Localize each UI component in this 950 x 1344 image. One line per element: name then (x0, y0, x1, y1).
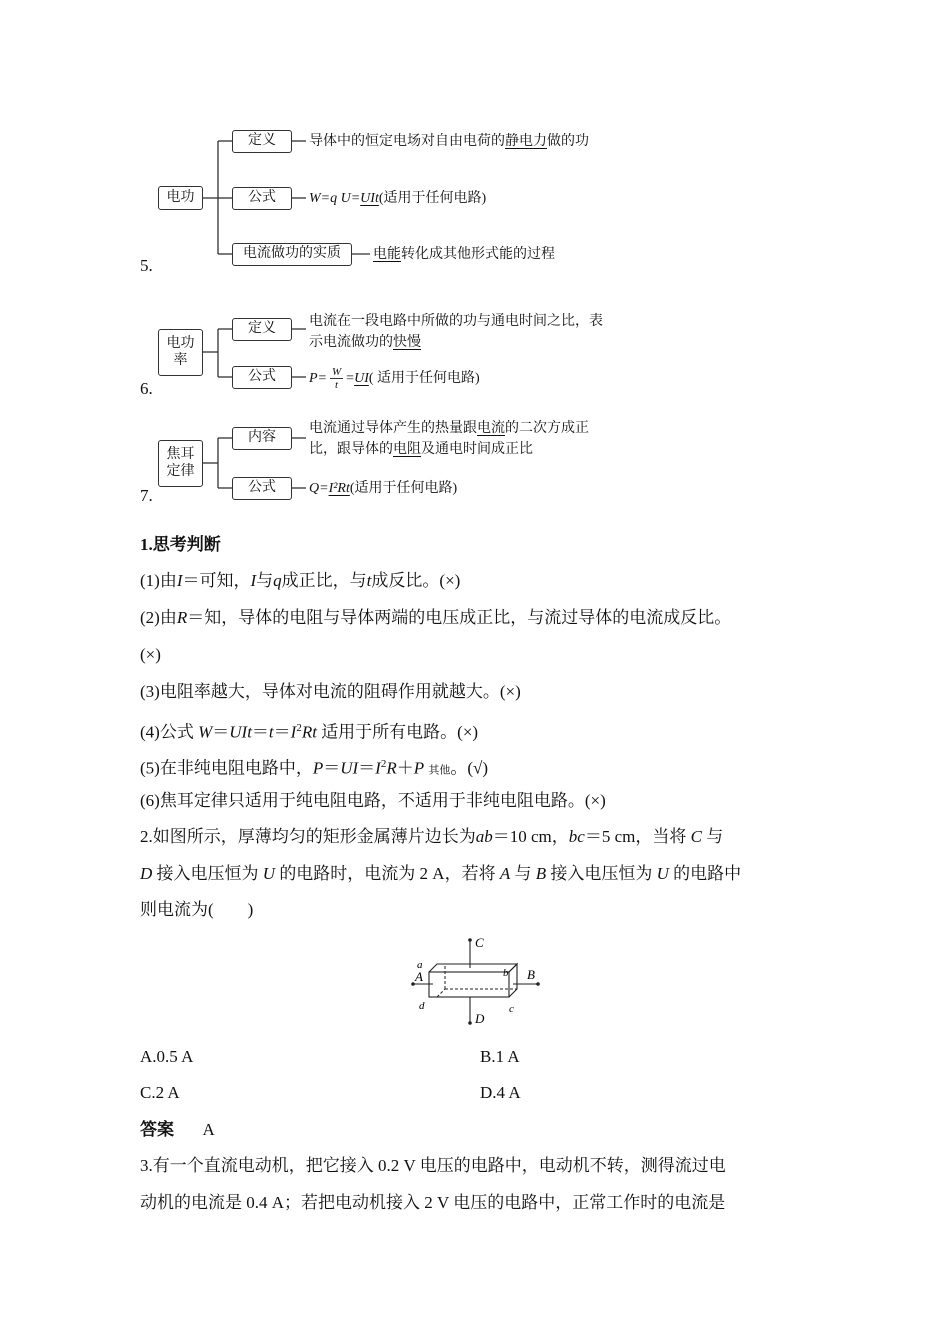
option-c[interactable]: C.2 A (140, 1083, 180, 1102)
question-2-line-3: 则电流为( ) (140, 900, 254, 919)
label-c: c (509, 1003, 514, 1015)
content-line-1: 电流通过导体产生的热量跟电流的二次方成正 (309, 421, 589, 436)
judge-item-1: (1)由I＝可知，I与q成正比，与t成反比。(×) (140, 571, 461, 590)
question-2-line-2: D 接入电压恒为 U 的电路时，电流为 2 A，若将 A 与 B 接入电压恒为 U 的电路中 (140, 864, 742, 883)
label-C: C (475, 935, 484, 950)
terminal-c-dot (468, 938, 472, 942)
label-d: d (419, 1000, 425, 1012)
node-definition: 定义 (232, 130, 292, 153)
node-root-electric-work: 电功 (158, 186, 203, 210)
root-line-2: 率 (173, 352, 188, 368)
definition-line-1: 电流在一段电路中所做的功与通电时间之比，表 (309, 314, 603, 329)
judge-item-2-verdict: (×) (140, 645, 161, 664)
terminal-b-dot (536, 982, 540, 986)
content-line-2: 比，跟导体的电阻及通电时间成正比 (309, 442, 533, 457)
root-line-2: 定律 (166, 463, 195, 479)
label-D: D (475, 1011, 485, 1026)
section-title-judge: 1.思考判断 (140, 535, 221, 554)
terminal-d-dot (468, 1021, 472, 1025)
judge-item-3: (3)电阻率越大，导体对电流的阻碍作用就越大。(×) (140, 682, 521, 701)
item-number-7: 7. (140, 486, 153, 505)
option-a[interactable]: A.0.5 A (140, 1047, 194, 1066)
question-2-line-1: 2.如图所示，厚薄均匀的矩形金属薄片边长为ab＝10 cm，bc＝5 cm，当将 C 与 (140, 827, 724, 846)
question-3-line-1: 3.有一个直流电动机，把它接入 0.2 V 电压的电路中，电动机不转，测得流过电 (140, 1156, 726, 1175)
label-b: b (503, 967, 509, 979)
hidden-edge-left (437, 989, 445, 997)
judge-item-6: (6)焦耳定律只适用于纯电阻电路，不适用于非纯电阻电路。(×) (140, 791, 606, 810)
answer-label: 答案 (140, 1120, 174, 1139)
label-a: a (417, 959, 423, 971)
node-root-joule-law (158, 440, 203, 487)
judge-item-2: (2)由R＝知，导体的电阻与导体两端的电压成正比，与流过导体的电流成反比。 (140, 608, 732, 627)
item-number-5: 5. (140, 256, 153, 275)
formula-text: Q=I²Rt(适用于任何电路) (309, 481, 458, 496)
node-essence: 电流做功的实质 (232, 243, 352, 266)
question-3-line-2: 动机的电流是 0.4 A；若把电动机接入 2 V 电压的电路中，正常工作时的电流是 (140, 1193, 726, 1212)
node-formula: 公式 (232, 477, 292, 500)
fraction-w-over-t: $\frac{W}{t}$ (332, 366, 342, 391)
root-line-1: 电功 (166, 335, 195, 351)
answer-row (140, 1118, 215, 1142)
label-A: A (415, 969, 423, 984)
node-formula: 公式 (232, 366, 292, 389)
node-root-electric-power (158, 329, 203, 376)
label-B: B (527, 967, 535, 982)
answer-value: A (202, 1120, 215, 1139)
metal-sheet-figure (405, 932, 555, 1027)
essence-text: 电能转化成其他形式能的过程 (373, 247, 555, 262)
side-face (509, 964, 517, 997)
node-formula: 公式 (232, 187, 292, 210)
option-d[interactable]: D.4 A (480, 1083, 521, 1102)
node-definition: 定义 (232, 318, 292, 341)
option-b[interactable]: B.1 A (480, 1047, 520, 1066)
judge-item-4: (4)公式 $W=UIt=t=I^2Rt$ 适用于所有电路。(×) (140, 722, 479, 742)
definition-line-2: 示电流做功的快慢 (309, 335, 421, 350)
formula-text: P= $\frac{W}{t}$ = UI ( 适用于任何电路) (309, 366, 480, 391)
root-line-1: 焦耳 (166, 446, 195, 462)
item-number-6: 6. (140, 379, 153, 398)
formula-text: W=q U=UIt(适用于任何电路) (309, 191, 487, 206)
definition-text: 导体中的恒定电场对自由电荷的静电力做的功 (309, 134, 589, 149)
judge-item-5: (5)在非纯电阻电路中，$P=UI=I^2R+P$ 其他。(√) (140, 758, 489, 778)
node-content: 内容 (232, 427, 292, 450)
